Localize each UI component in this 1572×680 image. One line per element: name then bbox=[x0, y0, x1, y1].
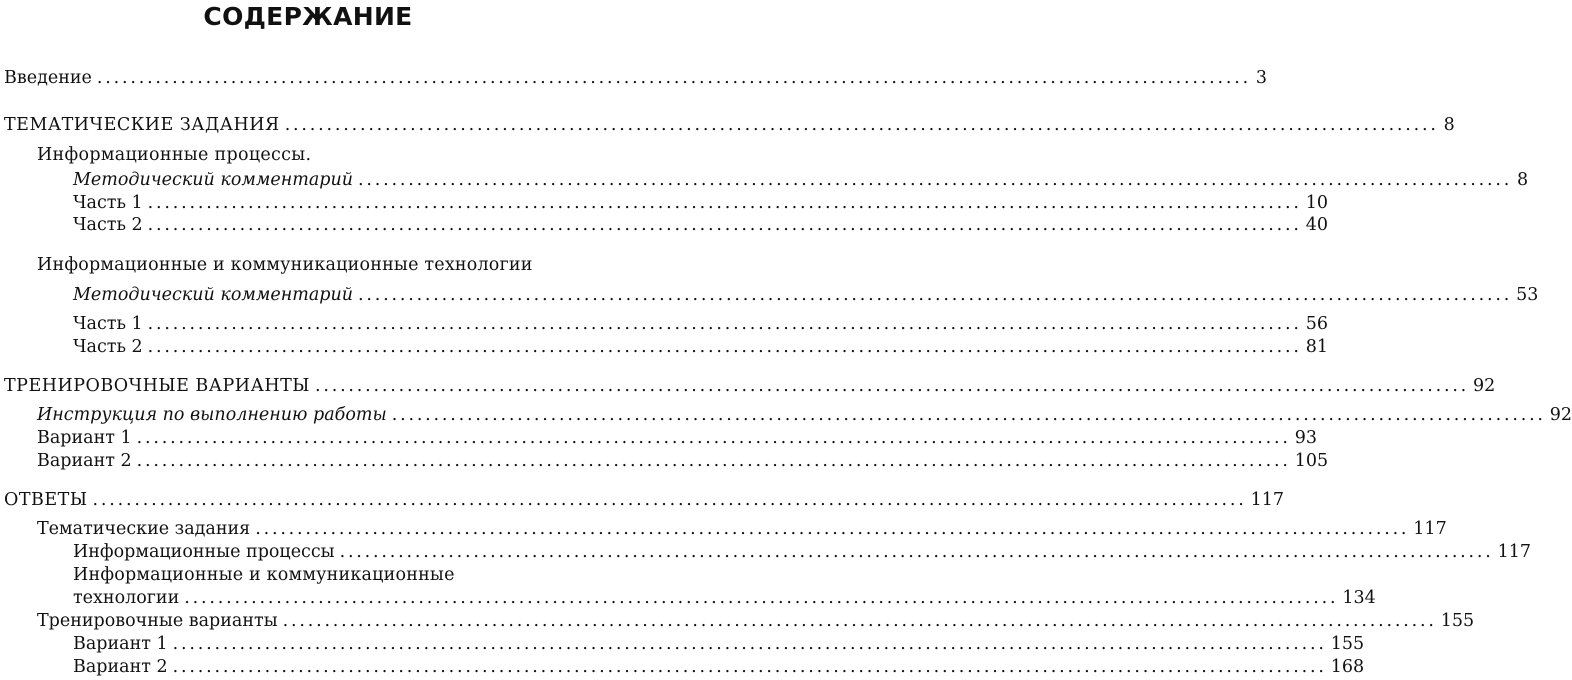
toc-label: ОТВЕТЫ bbox=[4, 490, 88, 510]
toc-page-number: 8 bbox=[1516, 170, 1529, 190]
toc-label: ТРЕНИРОВОЧНЫЕ ВАРИАНТЫ bbox=[4, 376, 310, 396]
dot-leader: .......................................................................................................................................... bbox=[147, 337, 1302, 357]
toc-page-number: 8 bbox=[1443, 115, 1455, 135]
dot-leader: .......................................................................................................................................... bbox=[391, 405, 1546, 425]
toc-section-answers[interactable] bbox=[0, 488, 1285, 512]
toc-subheading-ict bbox=[0, 253, 616, 277]
toc-label: Часть 1 bbox=[73, 314, 143, 334]
toc-label: Вариант 1 bbox=[73, 634, 168, 654]
toc-page-number: 53 bbox=[1516, 285, 1539, 305]
toc-label: Вариант 2 bbox=[37, 451, 132, 471]
dot-leader: .......................................................................................................................................... bbox=[358, 170, 1513, 190]
toc-label: Часть 2 bbox=[73, 215, 143, 235]
toc-label: Часть 1 bbox=[73, 193, 143, 213]
toc-label: Информационные и коммуникационные технологии bbox=[37, 255, 533, 275]
toc-entry-variant-1-b[interactable] bbox=[0, 632, 1365, 656]
toc-label: Информационные процессы. bbox=[37, 145, 312, 165]
toc-entry-instructions[interactable] bbox=[0, 403, 1572, 427]
toc-entry-part-2-b[interactable] bbox=[0, 335, 1329, 359]
toc-label: технологии bbox=[73, 588, 180, 608]
toc-entry-variant-2-b[interactable] bbox=[0, 655, 1365, 679]
toc-page-number: 3 bbox=[1255, 68, 1267, 88]
toc-page-number: 56 bbox=[1305, 314, 1329, 334]
toc-entry-part-1-a[interactable] bbox=[0, 191, 1329, 215]
toc-entry-method-comment-2[interactable] bbox=[0, 283, 1539, 307]
dot-leader: .......................................................................................................................................... bbox=[147, 215, 1302, 235]
toc-entry-method-comment-1[interactable] bbox=[0, 168, 1529, 192]
toc-label: Информационные процессы bbox=[73, 542, 335, 562]
toc-entry-variant-1-a[interactable] bbox=[0, 426, 1317, 450]
toc-entry-part-2-a[interactable] bbox=[0, 213, 1329, 237]
toc-label: ТЕМАТИЧЕСКИЕ ЗАДАНИЯ bbox=[4, 115, 280, 135]
dot-leader: .......................................................................................................................................... bbox=[136, 451, 1291, 471]
toc-label: Тренировочные варианты bbox=[37, 611, 278, 631]
dot-leader: .......................................................................................................................................... bbox=[172, 634, 1327, 654]
toc-label: Методический комментарий bbox=[73, 170, 354, 190]
dot-leader: .......................................................................................................................................... bbox=[255, 519, 1410, 539]
toc-label: Часть 2 bbox=[73, 337, 143, 357]
toc-page-number: 105 bbox=[1294, 451, 1329, 471]
toc-section-training-variants[interactable] bbox=[0, 374, 1496, 398]
toc-page-number: 92 bbox=[1473, 376, 1496, 396]
dot-leader: .......................................................................................................................................... bbox=[147, 193, 1302, 213]
dot-leader: .......................................................................................................................................... bbox=[92, 490, 1247, 510]
toc-entry-answers-training[interactable] bbox=[0, 609, 1475, 633]
toc-page-number: 155 bbox=[1330, 634, 1365, 654]
dot-leader: .......................................................................................................................................... bbox=[184, 588, 1339, 608]
toc-entry-introduction[interactable] bbox=[0, 66, 1267, 90]
toc-label: Инструкция по выполнению работы bbox=[37, 405, 387, 425]
toc-page-number: 93 bbox=[1294, 428, 1317, 448]
toc-label: Вариант 1 bbox=[37, 428, 132, 448]
toc-section-thematic-tasks[interactable] bbox=[0, 113, 1455, 137]
toc-page-number: 81 bbox=[1305, 337, 1329, 357]
toc-page-number: 117 bbox=[1413, 519, 1447, 539]
toc-page-number: 117 bbox=[1497, 542, 1532, 562]
toc-label: Введение bbox=[4, 68, 92, 88]
toc-page-number: 10 bbox=[1305, 193, 1329, 213]
dot-leader: .......................................................................................................................................... bbox=[339, 542, 1494, 562]
toc-label: Информационные и коммуникационные bbox=[73, 565, 455, 585]
toc-page-number: 40 bbox=[1305, 215, 1329, 235]
toc-entry-variant-2-a[interactable] bbox=[0, 449, 1329, 473]
page-title: СОДЕРЖАНИЕ bbox=[203, 2, 413, 31]
toc-label: Вариант 2 bbox=[73, 657, 168, 677]
toc-page-number: 92 bbox=[1549, 405, 1572, 425]
toc-entry-part-1-b[interactable] bbox=[0, 312, 1329, 336]
dot-leader: .......................................................................................................................................... bbox=[147, 314, 1302, 334]
toc-entry-answers-info-processes[interactable] bbox=[0, 540, 1532, 564]
toc-label: Методический комментарий bbox=[73, 285, 354, 305]
toc-label: Тематические задания bbox=[37, 519, 251, 539]
toc-entry-answers-ict-line1 bbox=[0, 563, 616, 587]
dot-leader: .......................................................................................................................................... bbox=[358, 285, 1513, 305]
toc-page-number: 117 bbox=[1250, 490, 1285, 510]
toc-subheading-info-processes bbox=[0, 143, 616, 167]
dot-leader: .......................................................................................................................................... bbox=[282, 611, 1437, 631]
toc-page-number: 168 bbox=[1330, 657, 1365, 677]
dot-leader: .......................................................................................................................................... bbox=[136, 428, 1291, 448]
dot-leader: .......................................................................................................................................... bbox=[284, 115, 1439, 135]
dot-leader: .......................................................................................................................................... bbox=[96, 68, 1251, 88]
dot-leader: .......................................................................................................................................... bbox=[172, 657, 1327, 677]
toc-entry-answers-ict-line2[interactable] bbox=[0, 586, 1376, 610]
dot-leader: .......................................................................................................................................... bbox=[314, 376, 1470, 396]
toc-entry-answers-thematic[interactable] bbox=[0, 517, 1447, 541]
toc-page-number: 134 bbox=[1342, 588, 1376, 608]
toc-page-number: 155 bbox=[1440, 611, 1475, 631]
